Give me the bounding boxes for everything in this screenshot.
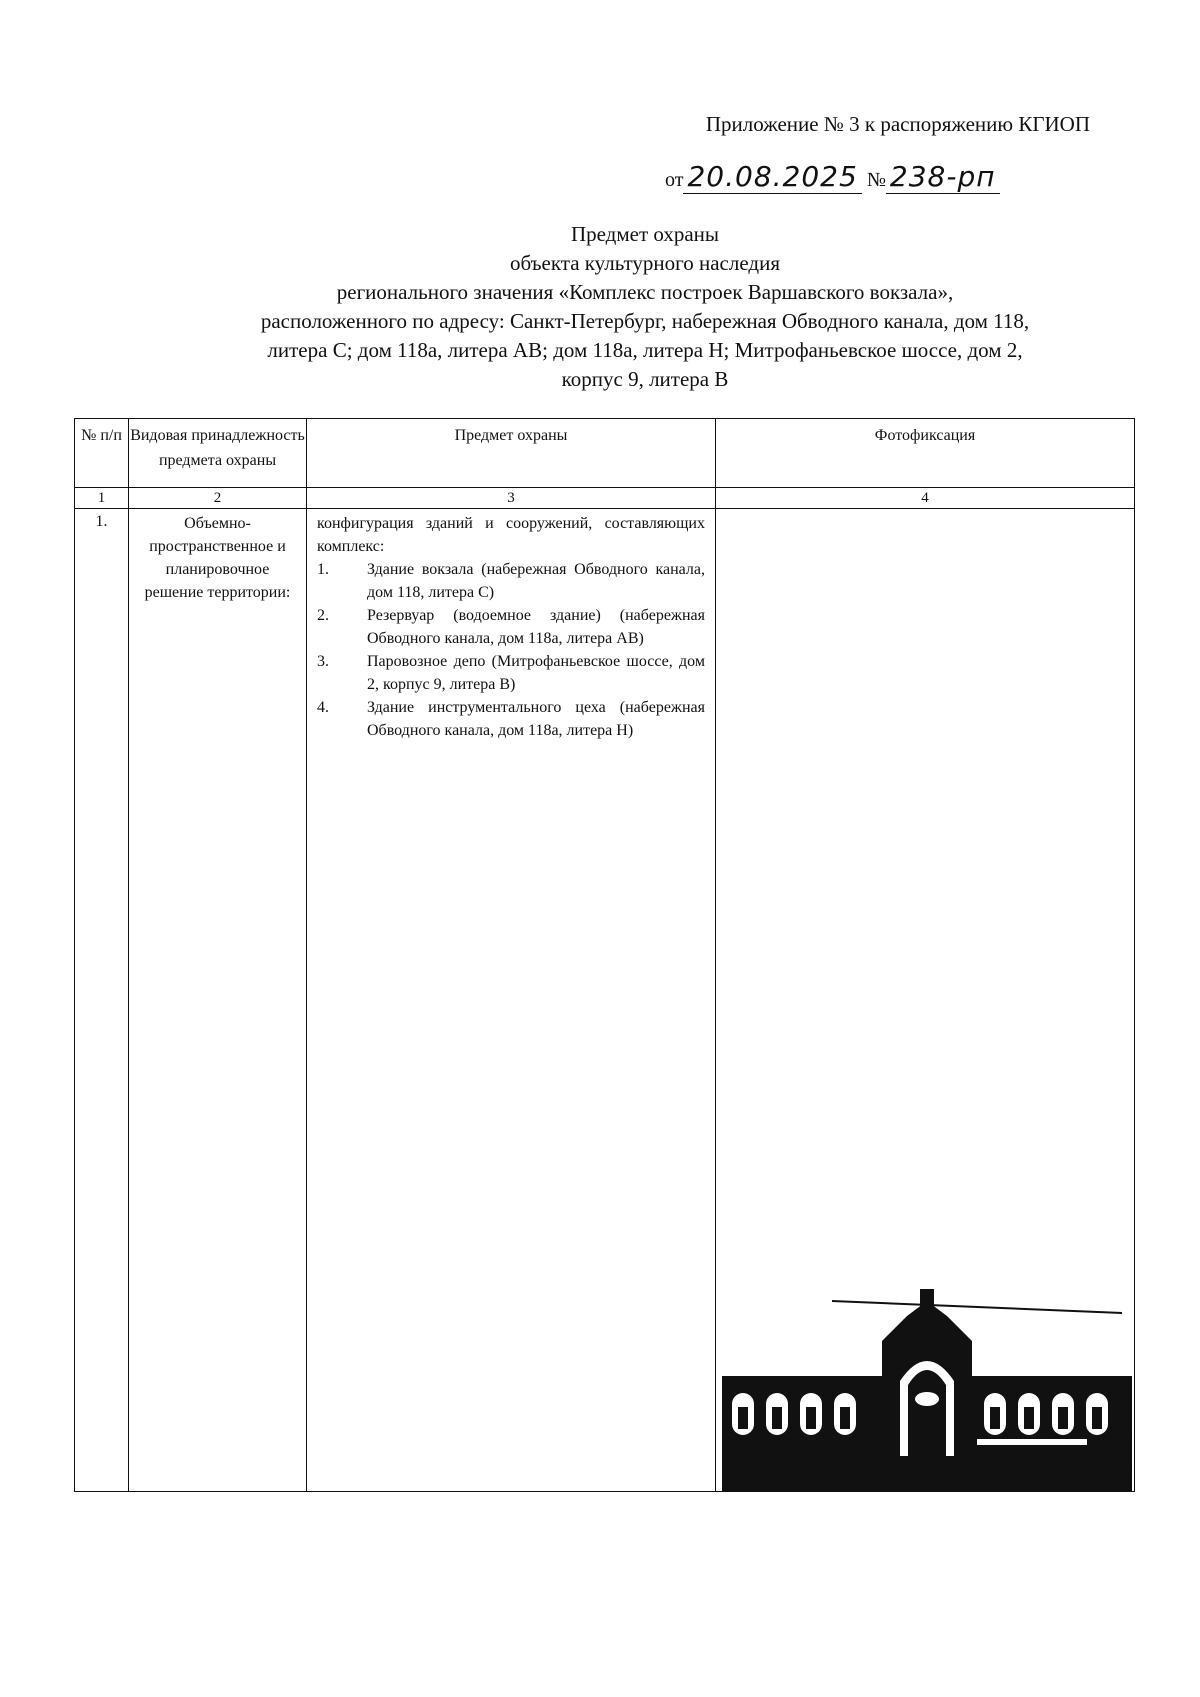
building-list xyxy=(317,558,705,742)
item-text: Здание инструментального цеха (набережная Обводного канала, дом 118а, литера Н) xyxy=(367,699,705,739)
row-number: 1. xyxy=(75,509,129,1492)
table-row xyxy=(75,509,1135,1492)
title-line: объекта культурного наследия xyxy=(510,251,780,275)
row-subject xyxy=(307,509,716,1492)
station-photo xyxy=(722,1281,1132,1491)
photo-cell xyxy=(716,509,1135,1492)
order-date: 20.08.2025 xyxy=(683,160,861,194)
item-number: 4. xyxy=(317,699,329,716)
appendix-heading: Приложение № 3 к распоряжению КГИОП xyxy=(705,112,1090,136)
date-prefix: от xyxy=(665,169,684,191)
item-number: 2. xyxy=(317,607,329,624)
column-index-row xyxy=(75,488,1135,509)
title-line: корпус 9, литера В xyxy=(561,367,729,391)
order-date-line xyxy=(665,160,1000,194)
document-title xyxy=(160,220,1130,394)
number-sign: № xyxy=(866,169,886,191)
item-text: Здание вокзала (набережная Обводного канала, дом 118, литера С) xyxy=(367,561,705,601)
header-photo: Фотофиксация xyxy=(716,419,1135,488)
column-index: 3 xyxy=(307,488,716,509)
item-number: 3. xyxy=(317,653,329,670)
item-text: Паровозное депо (Митрофаньевское шоссе, дом 2, корпус 9, литера В) xyxy=(367,653,705,693)
row-type: Объемно-пространственное и планировочное решение территории: xyxy=(129,509,307,1492)
item-number: 1. xyxy=(317,561,329,578)
list-item xyxy=(317,696,705,742)
column-index: 4 xyxy=(716,488,1135,509)
title-line: регионального значения «Комплекс построек Варшавского вокзала», xyxy=(336,280,954,304)
column-index: 2 xyxy=(129,488,307,509)
list-item xyxy=(317,604,705,650)
title-line: Предмет охраны xyxy=(570,222,720,246)
list-item xyxy=(317,558,705,604)
subject-intro: конфигурация зданий и сооружений, составляющих комплекс: xyxy=(317,515,705,555)
order-number: 238-рп xyxy=(886,160,1000,194)
title-line: расположенного по адресу: Санкт-Петербург, набережная Обводного канала, дом 118, xyxy=(260,309,1030,333)
header-subject: Предмет охраны xyxy=(307,419,716,488)
header-num: № п/п xyxy=(75,419,129,488)
column-index: 1 xyxy=(75,488,129,509)
title-line: литера С; дом 118а, литера АВ; дом 118а, литера Н; Митрофаньевское шоссе, дом 2, xyxy=(267,338,1023,362)
header-type: Видовая принадлежность предмета охраны xyxy=(129,419,307,488)
list-item xyxy=(317,650,705,696)
item-text: Резервуар (водоемное здание) (набережная Обводного канала, дом 118а, литера АВ) xyxy=(367,607,705,647)
table-header-row xyxy=(75,419,1135,488)
protection-subject-table xyxy=(74,418,1135,1492)
